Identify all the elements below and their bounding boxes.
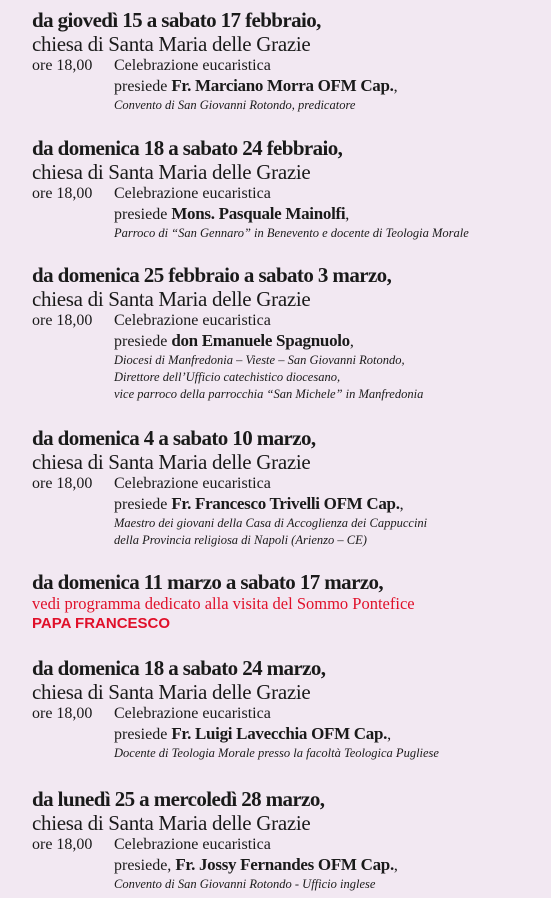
entry-time: ore 18,00 xyxy=(32,705,93,722)
entry-time: ore 18,00 xyxy=(32,475,93,492)
entry-presides xyxy=(114,76,543,97)
schedule-entry xyxy=(32,656,543,762)
schedule-entry xyxy=(32,8,543,114)
entry-time-row xyxy=(32,56,543,76)
celebrant-note: della Provincia religiosa di Napoli (Arienzo – CE) xyxy=(114,533,367,547)
entry-time: ore 18,00 xyxy=(32,57,93,74)
schedule-entry-special xyxy=(32,570,543,634)
celebrant-name: Mons. Pasquale Mainolfi xyxy=(171,204,346,223)
schedule-entry xyxy=(32,787,543,893)
entry-church: chiesa di Santa Maria delle Grazie xyxy=(32,32,311,56)
celebrant-note: Parroco di “San Gennaro” in Benevento e docente di Teologia Morale xyxy=(114,226,469,240)
schedule-entry xyxy=(32,263,543,403)
schedule-entry xyxy=(32,426,543,549)
celebrant-name: don Emanuele Spagnuolo xyxy=(171,331,350,350)
celebrant-note: Maestro dei giovani della Casa di Accoglienza dei Cappuccini xyxy=(114,516,428,530)
name-suffix: , xyxy=(349,333,354,350)
entry-time: ore 18,00 xyxy=(32,185,93,202)
presiede-label: presiede xyxy=(114,78,168,95)
name-suffix: , xyxy=(387,726,392,743)
entry-presides xyxy=(114,855,543,876)
celebrant-name: Fr. Marciano Morra OFM Cap. xyxy=(171,76,394,95)
celebrant-note: vice parroco della parrocchia “San Michele” in Manfredonia xyxy=(114,387,424,401)
entry-event: Celebrazione eucaristica xyxy=(114,705,271,722)
entry-time-row xyxy=(32,704,543,724)
entry-church: chiesa di Santa Maria delle Grazie xyxy=(32,287,311,311)
celebrant-note: Convento di San Giovanni Rotondo, predicatore xyxy=(114,98,356,112)
entry-time: ore 18,00 xyxy=(32,312,93,329)
entry-date: da domenica 4 a sabato 10 marzo, xyxy=(32,426,316,450)
schedule-entry xyxy=(32,136,543,242)
celebrant-note: Direttore dell’Ufficio catechistico diocesano, xyxy=(114,370,341,384)
presiede-label: presiede xyxy=(114,726,168,743)
celebrant-note: Convento di San Giovanni Rotondo - Ufficio inglese xyxy=(114,877,376,891)
entry-event: Celebrazione eucaristica xyxy=(114,57,271,74)
celebrant-note: Docente di Teologia Morale presso la facoltà Teologica Pugliese xyxy=(114,746,439,760)
special-program-note: vedi programma dedicato alla visita del Sommo Pontefice xyxy=(32,594,415,613)
entry-presides xyxy=(114,204,543,225)
presiede-label: presiede xyxy=(114,496,168,513)
entry-presides xyxy=(114,494,543,515)
entry-date: da domenica 25 febbraio a sabato 3 marzo, xyxy=(32,263,392,287)
name-suffix: , xyxy=(393,78,398,95)
celebrant-note: Diocesi di Manfredonia – Vieste – San Giovanni Rotondo, xyxy=(114,353,405,367)
entry-time-row xyxy=(32,311,543,331)
presiede-label: presiede xyxy=(114,206,168,223)
entry-event: Celebrazione eucaristica xyxy=(114,836,271,853)
celebrant-name: Fr. Luigi Lavecchia OFM Cap. xyxy=(171,724,388,743)
entry-date: da domenica 18 a sabato 24 marzo, xyxy=(32,656,326,680)
entry-time: ore 18,00 xyxy=(32,836,93,853)
entry-time-row xyxy=(32,184,543,204)
entry-presides xyxy=(114,724,543,745)
entry-event: Celebrazione eucaristica xyxy=(114,475,271,492)
name-suffix: , xyxy=(399,496,404,513)
entry-event: Celebrazione eucaristica xyxy=(114,312,271,329)
entry-date: da giovedì 15 a sabato 17 febbraio, xyxy=(32,8,321,32)
entry-presides xyxy=(114,331,543,352)
entry-church: chiesa di Santa Maria delle Grazie xyxy=(32,160,311,184)
special-program-title: PAPA FRANCESCO xyxy=(32,615,171,632)
entry-time-row xyxy=(32,474,543,494)
celebrant-name: Fr. Jossy Fernandes OFM Cap. xyxy=(175,855,394,874)
celebrant-name: Fr. Francesco Trivelli OFM Cap. xyxy=(171,494,400,513)
entry-time-row xyxy=(32,835,543,855)
name-suffix: , xyxy=(345,206,350,223)
presiede-label: presiede xyxy=(114,333,168,350)
entry-date: da domenica 18 a sabato 24 febbraio, xyxy=(32,136,343,160)
entry-church: chiesa di Santa Maria delle Grazie xyxy=(32,680,311,704)
entry-date: da lunedì 25 a mercoledì 28 marzo, xyxy=(32,787,325,811)
entry-event: Celebrazione eucaristica xyxy=(114,185,271,202)
entry-church: chiesa di Santa Maria delle Grazie xyxy=(32,450,311,474)
name-suffix: , xyxy=(393,857,398,874)
entry-date: da domenica 11 marzo a sabato 17 marzo, xyxy=(32,570,384,594)
entry-church: chiesa di Santa Maria delle Grazie xyxy=(32,811,311,835)
presiede-label: presiede, xyxy=(114,857,172,874)
